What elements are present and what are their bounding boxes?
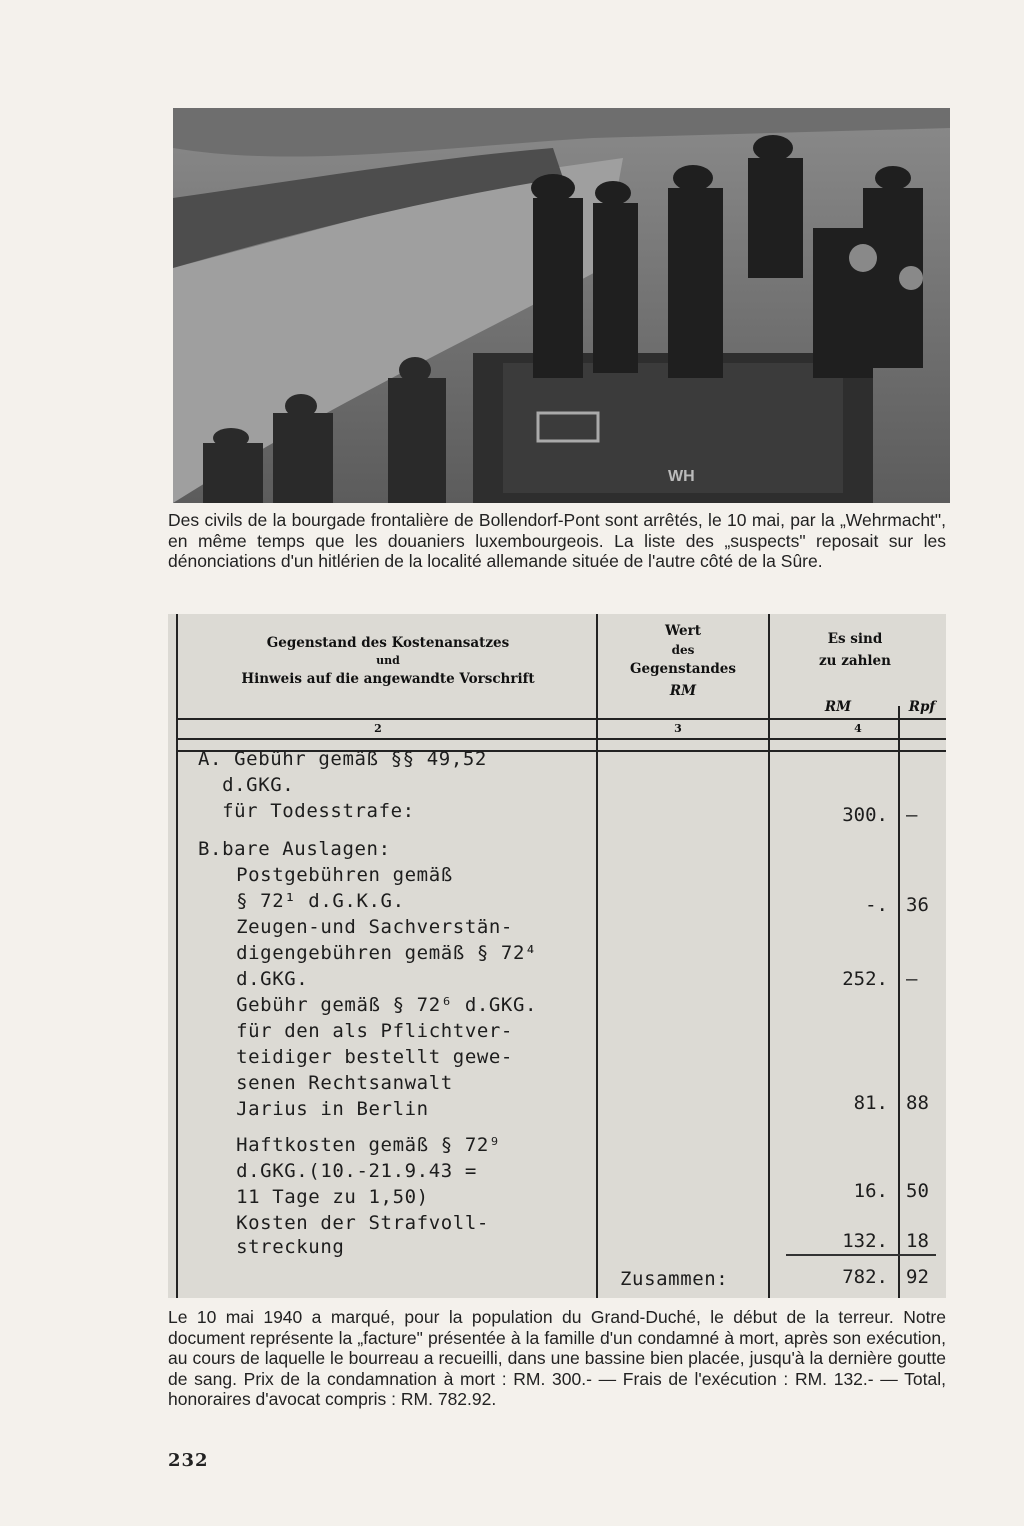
header-rule	[178, 718, 946, 720]
invoice-line: teidiger bestellt gewe-	[212, 1046, 513, 1068]
column-divider	[596, 614, 598, 1298]
invoice-line: Zeugen-und Sachverstän-	[212, 916, 513, 938]
photo-caption: Des civils de la bourgade frontalière de Bollendorf-Pont sont arrêtés, le 10 mai, par la „Wehrmacht", en même temps que les douaniers luxembourgeois. La liste des „suspects" reposait sur les dénonciations d'un hitlérien de la localité allemande située de l'autre côté de la Sûre.	[168, 510, 946, 571]
invoice-line: Jarius in Berlin	[212, 1098, 429, 1120]
invoice-line: senen Rechtsanwalt	[212, 1072, 453, 1094]
invoice-line: 11 Tage zu 1,50)	[212, 1186, 429, 1208]
amount-rpf: 88	[906, 1092, 929, 1114]
invoice-line: digengebühren gemäß § 72⁴	[212, 942, 538, 964]
amount-rpf: —	[906, 968, 918, 990]
total-rm: 782.	[842, 1266, 888, 1288]
invoice-line: Gebühr gemäß § 72⁶ d.GKG.	[212, 994, 538, 1016]
column-number: 3	[674, 722, 682, 735]
invoice-line: für Todesstrafe:	[198, 800, 415, 822]
column-header-subject: Gegenstand des Kostenansatzes und Hinweis auf die angewandte Vorschrift	[241, 635, 535, 687]
cost-invoice-document	[168, 614, 946, 1298]
amount-rpf: —	[906, 804, 918, 826]
invoice-line: streckung	[212, 1236, 345, 1258]
column-divider	[768, 614, 770, 1298]
vehicle-mark: WH	[668, 468, 695, 485]
column-divider-rpf	[898, 706, 900, 1298]
invoice-line: d.GKG.	[212, 968, 309, 990]
archival-photo-icon	[173, 108, 950, 503]
amount-rpf: 36	[906, 894, 929, 916]
amount-rm: 16.	[853, 1180, 888, 1202]
invoice-line: § 72¹ d.G.K.G.	[212, 890, 405, 912]
header-rule	[178, 738, 946, 740]
amount-rm: 132.	[842, 1230, 888, 1252]
table-border-left	[176, 614, 178, 1298]
amount-rm: 300.	[842, 804, 888, 826]
invoice-line: für den als Pflichtver-	[212, 1020, 513, 1042]
invoice-line: d.GKG.	[198, 774, 295, 796]
column-header-value: Wert des Gegenstandes RM	[630, 623, 736, 699]
column-number: 2	[374, 722, 382, 735]
total-rpf: 92	[906, 1266, 929, 1288]
unit-rpf: Rpf	[908, 699, 936, 715]
amount-rm: -.	[865, 894, 888, 916]
amount-rm: 81.	[853, 1092, 888, 1114]
page-number: 232	[168, 1450, 209, 1471]
column-number: 4	[854, 722, 862, 735]
archival-photo	[173, 108, 950, 503]
invoice-line: d.GKG.(10.-21.9.43 =	[212, 1160, 477, 1182]
invoice-line: A. Gebühr gemäß §§ 49,52	[198, 748, 487, 770]
invoice-total-label: Zusammen:	[620, 1268, 729, 1290]
invoice-line: B.bare Auslagen:	[198, 838, 391, 860]
unit-rm: RM	[824, 699, 852, 715]
invoice-line: Haftkosten gemäß § 72⁹	[212, 1134, 501, 1156]
document-caption: Le 10 mai 1940 a marqué, pour la population du Grand-Duché, le début de la terreur. Notre document représente la „facture" présentée à la famille d'un condamné à mort, après son exécution, au cours de laquelle le bourreau a recueilli, dans une bassine bien placée, jusqu'à la dernière goutte de sang. Prix de la condamnation à mort : RM. 300.- — Frais de l'exécution : RM. 132.- — Total, honoraires d'avocat compris : RM. 782.92.	[168, 1307, 946, 1409]
invoice-line: Kosten der Strafvoll-	[212, 1212, 489, 1234]
amount-rpf: 50	[906, 1180, 929, 1202]
amount-rm: 252.	[842, 968, 888, 990]
amount-rpf: 18	[906, 1230, 929, 1252]
column-header-payable: Es sind zu zahlen	[819, 631, 891, 669]
invoice-line: Postgebühren gemäß	[212, 864, 453, 886]
sum-rule	[786, 1254, 936, 1256]
